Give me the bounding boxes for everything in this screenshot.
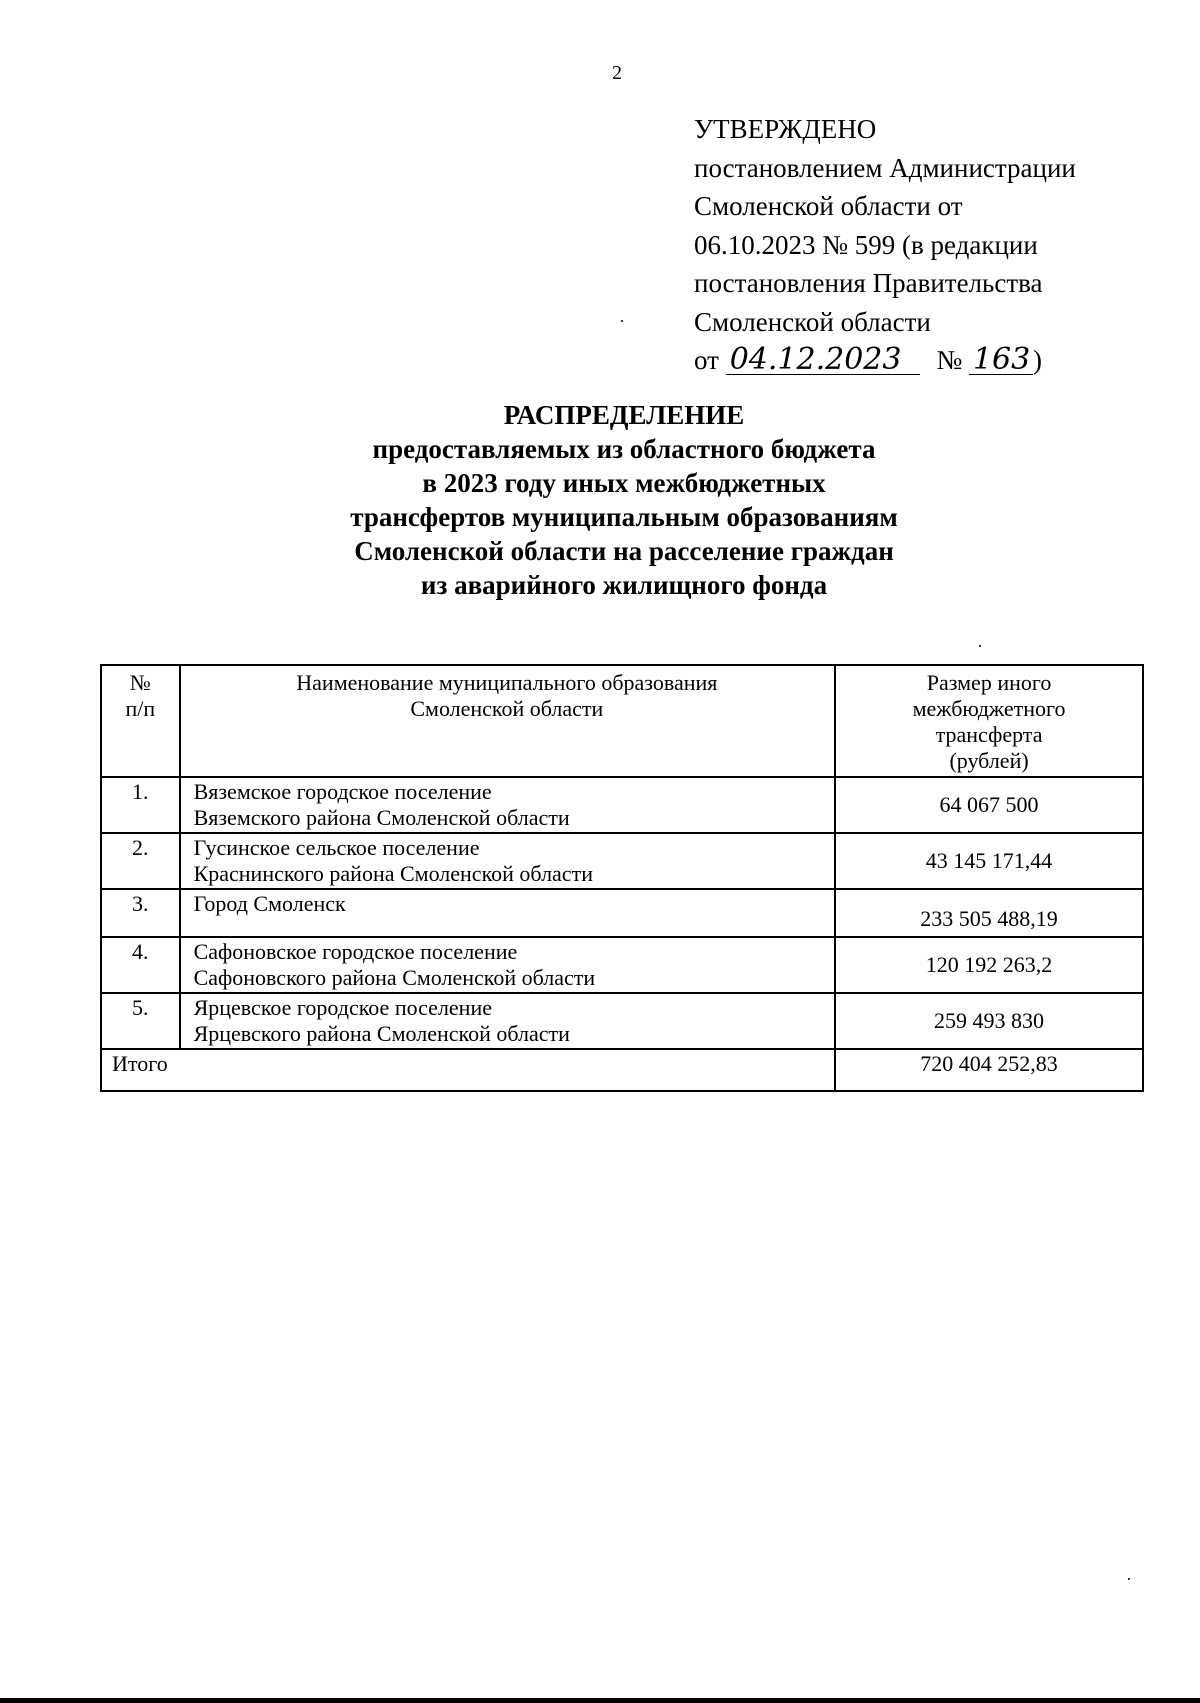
table-row — [101, 889, 1143, 937]
scan-speck — [621, 320, 623, 322]
approval-line: Смоленской области от — [694, 191, 963, 221]
handwritten-date: 04.12.2023 — [726, 346, 920, 375]
approval-date-line — [694, 341, 1134, 380]
row-name-line: Город Смоленск — [193, 891, 346, 916]
title-line: предоставляемых из областного бюджета — [372, 434, 876, 464]
title-line: трансфертов муниципальным образованиям — [350, 502, 898, 532]
header-num — [101, 665, 180, 777]
table-row — [101, 937, 1143, 993]
row-name-line: Сафоновского района Смоленской области — [193, 965, 596, 990]
approval-line: постановлением Администрации — [694, 152, 1076, 183]
handwritten-number: 163 — [969, 346, 1033, 375]
approval-block — [694, 110, 1134, 380]
row-amount: 43 145 171,44 — [835, 833, 1143, 889]
date-prefix: от — [694, 345, 719, 375]
table-header-row — [101, 665, 1143, 777]
row-amount: 259 493 830 — [835, 993, 1143, 1049]
total-amount: 720 404 252,83 — [835, 1049, 1143, 1091]
approval-line: Смоленской области — [694, 306, 931, 337]
total-label: Итого — [101, 1049, 835, 1091]
row-name — [180, 777, 836, 833]
table-row — [101, 777, 1143, 833]
table-row — [101, 993, 1143, 1049]
row-name-line: Ярцевское городское поселение — [193, 995, 492, 1020]
header-name — [180, 665, 836, 777]
row-name-line: Вяземского района Смоленской области — [193, 805, 570, 830]
header-amount-line: трансферта — [935, 722, 1043, 747]
title-heading: РАСПРЕДЕЛЕНИЕ — [503, 400, 745, 430]
row-num: 4. — [101, 937, 180, 993]
approval-line: 06.10.2023 № 599 (в редакции — [694, 229, 1038, 260]
row-amount: 233 505 488,19 — [835, 889, 1143, 937]
row-name — [180, 889, 836, 937]
row-name-line: Сафоновское городское поселение — [193, 939, 518, 964]
row-name-line: Краснинского района Смоленской области — [193, 861, 593, 886]
table-total-row — [101, 1049, 1143, 1091]
header-num-line: № — [129, 670, 151, 695]
scan-speck — [979, 645, 981, 647]
scan-edge — [0, 1698, 1200, 1703]
title-line: Смоленской области на расселение граждан — [354, 536, 894, 566]
approval-line: постановления Правительства — [694, 268, 1043, 298]
row-name — [180, 833, 836, 889]
row-name — [180, 993, 836, 1049]
row-amount: 120 192 263,2 — [835, 937, 1143, 993]
header-amount — [835, 665, 1143, 777]
page-number: 2 — [612, 62, 622, 84]
scan-speck — [1128, 1578, 1130, 1580]
closing-paren: ) — [1032, 345, 1042, 375]
approval-heading: УТВЕРЖДЕНО — [694, 114, 877, 144]
row-name-line: Гусинское сельское поселение — [193, 835, 480, 860]
document-title — [0, 398, 1200, 602]
row-num: 2. — [101, 833, 180, 889]
row-name-line: Ярцевского района Смоленской области — [193, 1021, 570, 1046]
table-row — [101, 833, 1143, 889]
header-amount-line: (рублей) — [949, 748, 1029, 773]
title-line: в 2023 году иных межбюджетных — [422, 468, 826, 498]
title-line: из аварийного жилищного фонда — [420, 570, 828, 600]
header-name-line: Наименование муниципального образования — [296, 670, 718, 695]
header-amount-line: Размер иного — [926, 670, 1052, 695]
row-amount: 64 067 500 — [835, 777, 1143, 833]
distribution-table — [100, 664, 1144, 1092]
row-name-line: Вяземское городское поселение — [193, 779, 492, 804]
row-num: 3. — [101, 889, 180, 937]
header-num-line: п/п — [125, 696, 156, 721]
row-name — [180, 937, 836, 993]
header-name-line: Смоленской области — [410, 696, 604, 721]
header-amount-line: межбюджетного — [912, 696, 1066, 721]
row-num: 1. — [101, 777, 180, 833]
row-num: 5. — [101, 993, 180, 1049]
number-prefix: № — [936, 345, 963, 375]
